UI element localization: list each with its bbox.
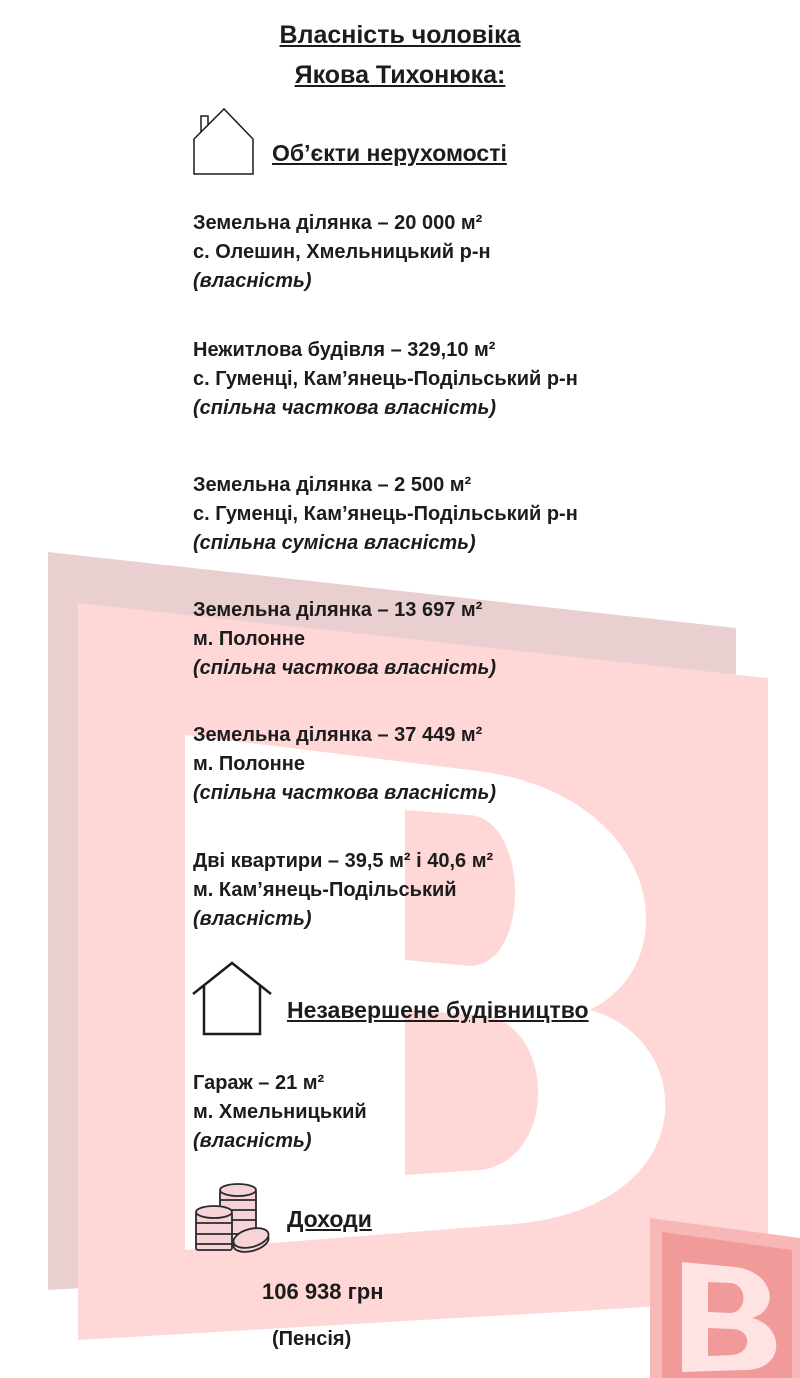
property-ownership: (спільна часткова власність) xyxy=(193,657,497,679)
property-ownership: (спільна сумісна власність) xyxy=(193,532,476,554)
property-item xyxy=(193,1069,367,1156)
property-title: Нежитлова будівля – 329,10 м² xyxy=(193,339,496,361)
property-title: Земельна ділянка – 13 697 м² xyxy=(193,599,483,621)
property-title: Земельна ділянка – 37 449 м² xyxy=(193,724,483,746)
property-title: Дві квартири – 39,5 м² і 40,6 м² xyxy=(193,850,494,872)
page-title-line1: Власність чоловіка xyxy=(279,21,521,49)
property-location: с. Олешин, Хмельницький р-н xyxy=(193,241,491,263)
property-item xyxy=(193,596,496,683)
property-item xyxy=(193,847,493,934)
section-title-construction: Незавершене будівництво xyxy=(287,997,589,1023)
income-amount: 106 938 грн xyxy=(262,1279,384,1304)
section-title-income: Доходи xyxy=(287,1206,372,1232)
property-item xyxy=(193,721,496,808)
house-icon xyxy=(191,106,255,176)
property-ownership: (власність) xyxy=(193,270,312,292)
property-location: м. Полонне xyxy=(193,753,305,775)
property-ownership: (власність) xyxy=(193,1130,312,1152)
page-title-line2: Якова Тихонюка: xyxy=(294,61,506,89)
property-item xyxy=(193,209,491,296)
property-title: Земельна ділянка – 2 500 м² xyxy=(193,474,472,496)
property-title: Гараж – 21 м² xyxy=(193,1072,325,1094)
property-location: с. Гуменці, Кам’янець-Подільський р-н xyxy=(193,503,578,525)
property-title: Земельна ділянка – 20 000 м² xyxy=(193,212,483,234)
property-ownership: (спільна часткова власність) xyxy=(193,782,497,804)
coins-icon xyxy=(193,1182,273,1258)
property-item xyxy=(193,471,578,558)
property-location: м. Хмельницький xyxy=(193,1101,367,1123)
property-ownership: (спільна часткова власність) xyxy=(193,397,497,419)
property-item xyxy=(193,336,578,423)
property-location: с. Гуменці, Кам’янець-Подільський р-н xyxy=(193,368,578,390)
property-ownership: (власність) xyxy=(193,908,312,930)
section-title-real-estate: Об’єкти нерухомості xyxy=(272,140,507,166)
property-location: м. Кам’янець-Подільський xyxy=(193,879,457,901)
property-location: м. Полонне xyxy=(193,628,305,650)
unfinished-house-icon xyxy=(191,960,273,1036)
income-source: (Пенсія) xyxy=(272,1328,352,1350)
